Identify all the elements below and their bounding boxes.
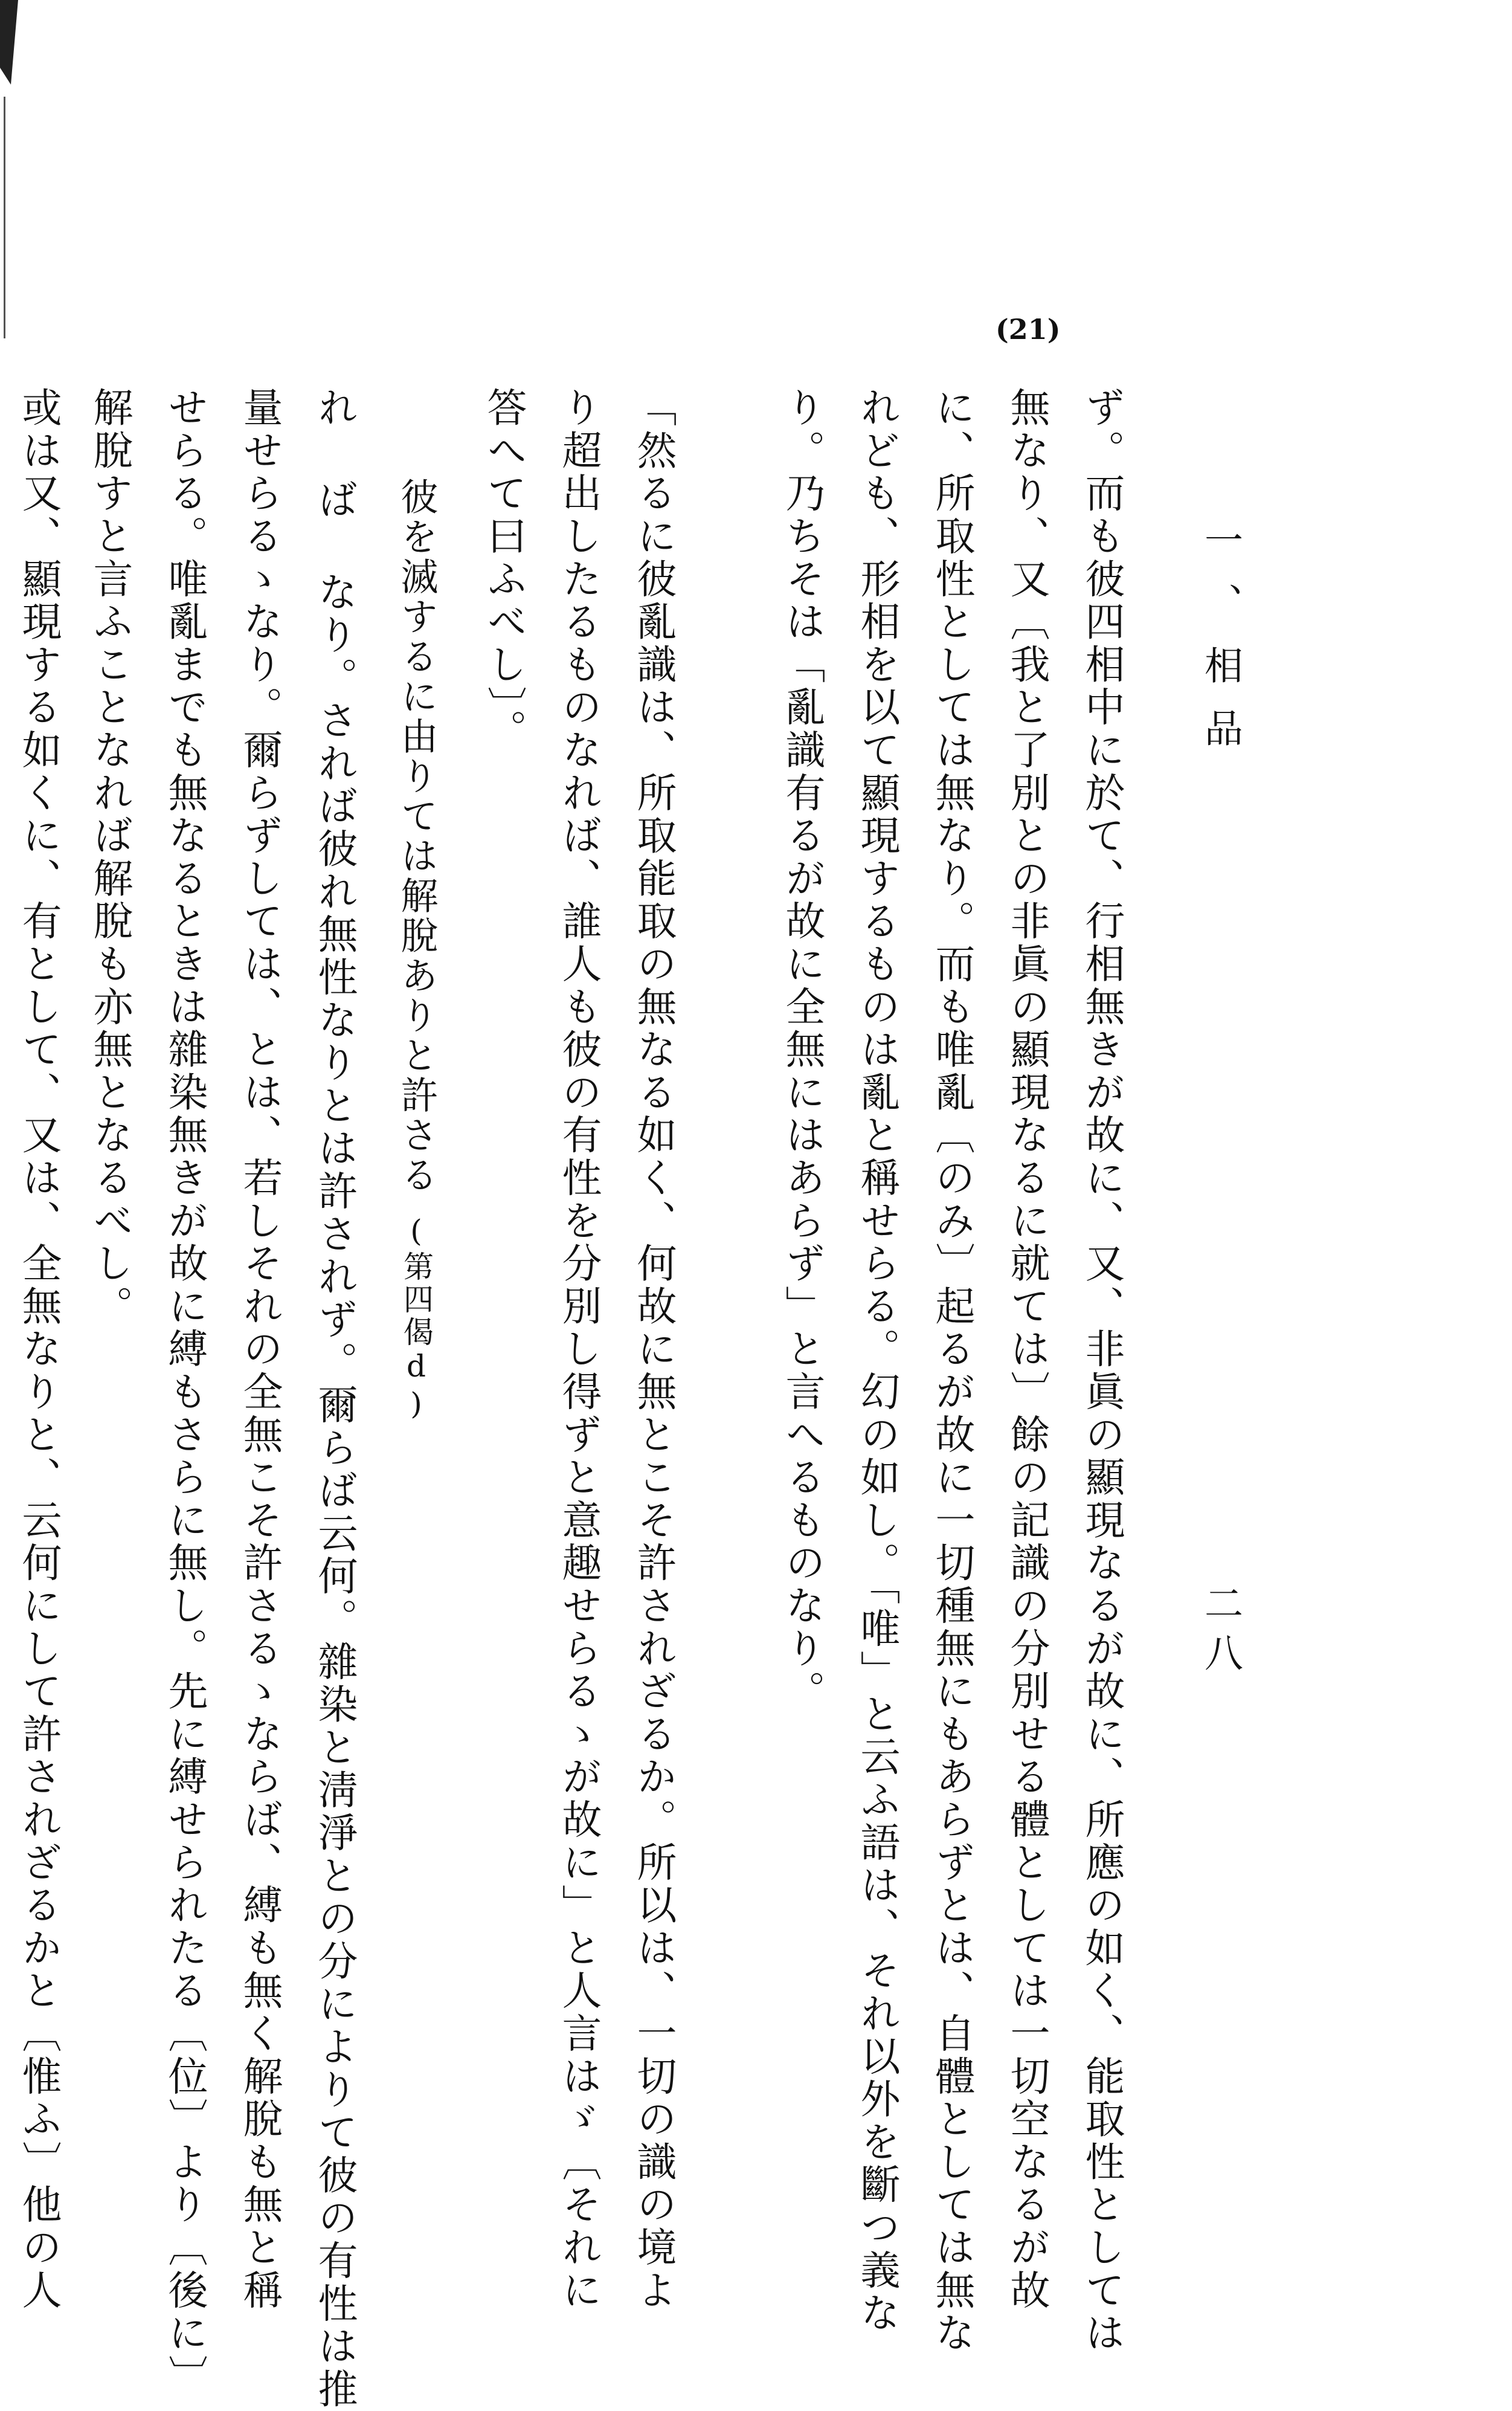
- text-line-8: 答へて曰ふべし〕。: [480, 387, 527, 752]
- text-line-6: 「然るに彼亂識は、所取能取の無なる如く、何故に無とこそ許されざるか。所以は、一切の識の境よ: [630, 387, 677, 2313]
- page-marker: (21): [996, 313, 1061, 346]
- text-line-1: ず。而も彼四相中に於て、行相無きが故に、又、非眞の顯現なるが故に、所應の如く、能取性としては: [1078, 387, 1125, 2355]
- verse-label: (第四偈d): [399, 1213, 434, 1424]
- text-line-9: れ ば なり。されば彼れ無性なりとは許されず。爾らば云何。雜染と淸淨との分によりて彼の有性は推: [311, 387, 358, 2411]
- scan-edge-line: [4, 97, 5, 338]
- text-line-10: 量せらるゝなり。爾らずしては、とは、若しそれの全無こそ許さるゝならば、縛も無く解脫も無と稱: [236, 387, 283, 2312]
- text-line-5: り。乃ちそは「亂識有るが故に全無にはあらず」と言へるものなり。: [779, 387, 825, 1713]
- page-number: 二八: [1198, 1583, 1243, 1682]
- text-line-2: 無なり、又〔我と了別との非眞の顯現なるに就ては〕餘の記識の分別せる體としては一切空なるが故: [1003, 387, 1050, 2312]
- running-header-title: 一、相品: [1198, 520, 1243, 771]
- scan-edge-mark: [0, 0, 18, 85]
- text-line-3: に、所取性としては無なり。而も唯亂〔のみ〕起るが故に一切種無にもあらずとは、自體としては無な: [928, 387, 975, 2355]
- text-line-4: れども、形相を以て顯現するものは亂と稱せらる。幻の如し。「唯」と云ふ語は、それ以外を斷つ義な: [854, 387, 900, 2335]
- text-line-13: 或は又、顯現する如くに、有として、又は、全無なりと、云何にして許されざるかと〔惟ふ〕他の人: [15, 387, 62, 2312]
- text-line-7: り超出したるものなれば、誰人も彼の有性を分別し得ずと意趣せらるゝが故に」と人言はゞ〔それに: [555, 387, 602, 2312]
- text-line-12: 解脫すと言ふことなれば解脫も亦無となるべし。: [86, 387, 133, 1328]
- verse-line: [394, 477, 439, 1424]
- verse-text: 彼を滅するに由りては解脫ありと許さる: [394, 477, 439, 1195]
- text-line-11: せらる。唯亂までも無なるときは雜染無きが故に縛もさらに無し。先に縛せられたる〔位〕より〔後に〕: [161, 387, 208, 2398]
